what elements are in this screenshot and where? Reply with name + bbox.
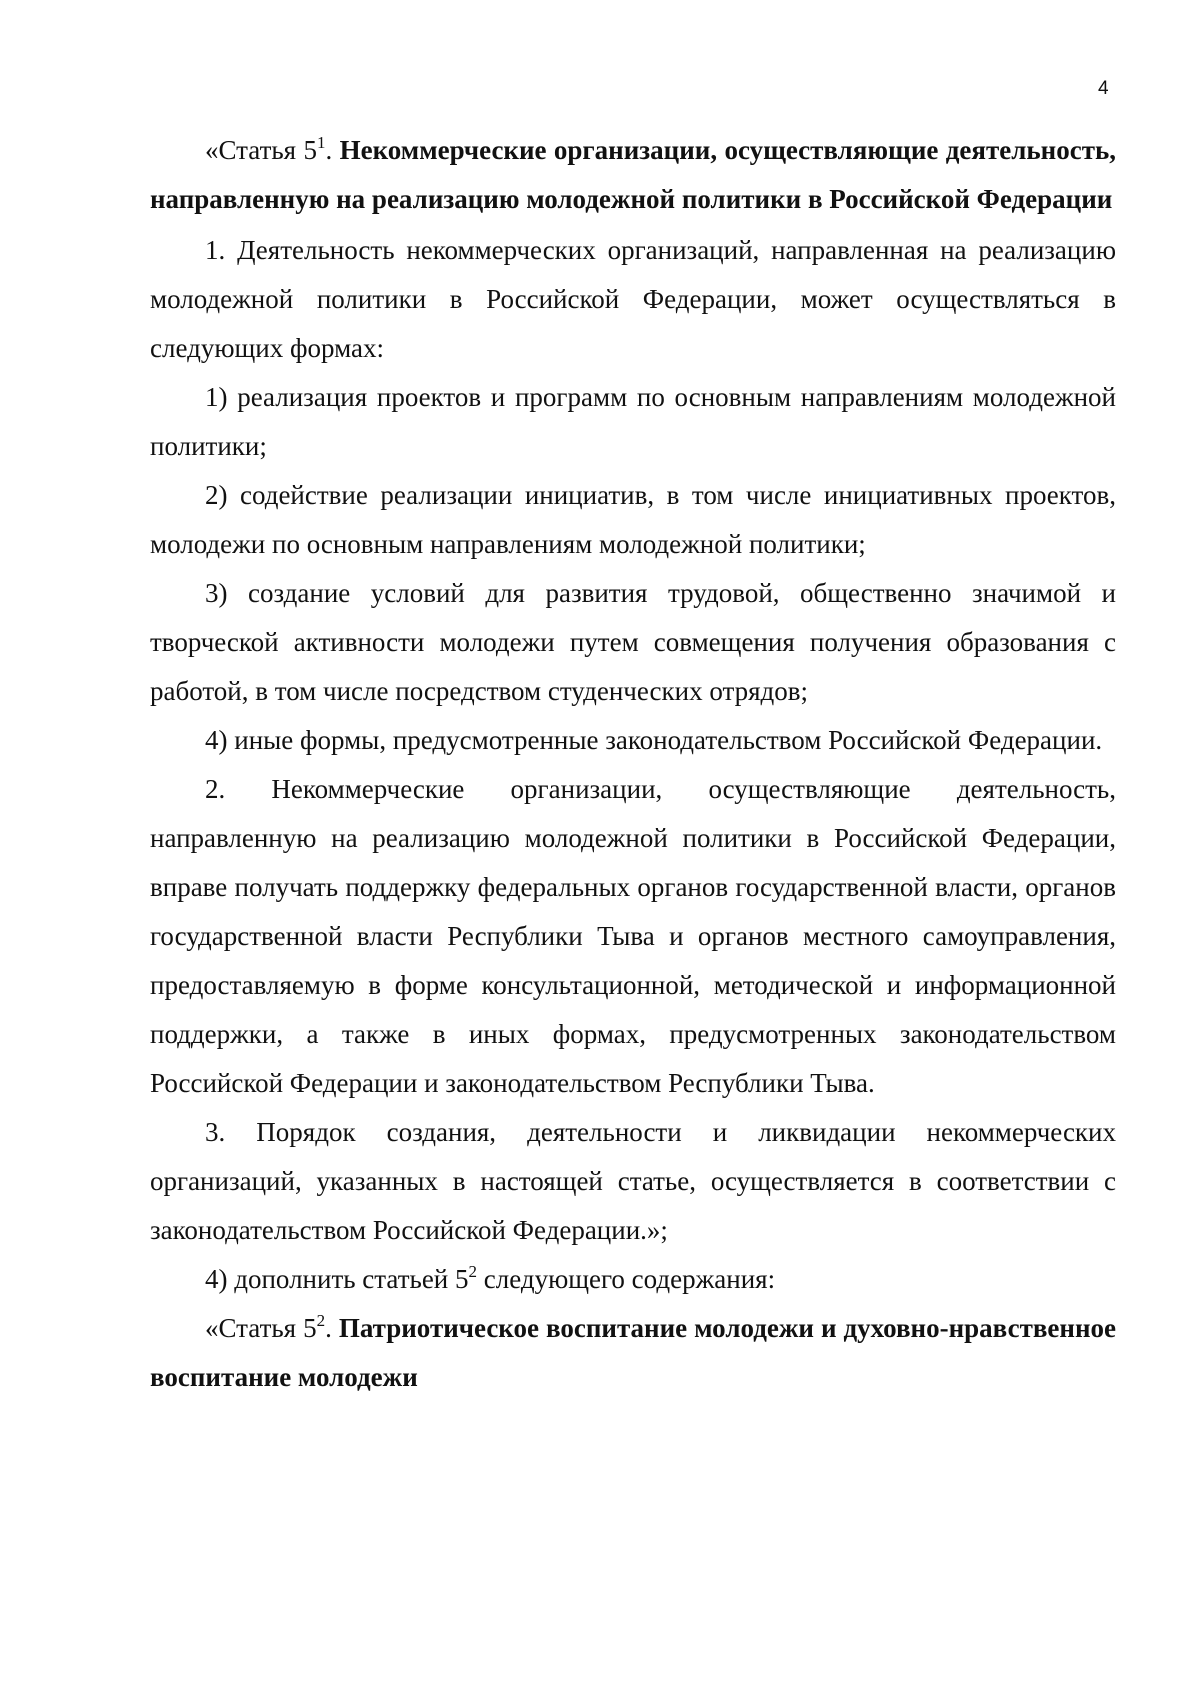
article-title: Патриотическое воспитание молодежи и духовно-нравственное воспитание молодежи: [150, 1313, 1116, 1392]
list-item-2: 2) содействие реализации инициатив, в том числе инициативных проектов, молодежи по основным направлениям молодежной политики;: [150, 480, 1116, 559]
paragraph-2: 2. Некоммерческие организации, осуществляющие деятельность, направленную на реализацию молодежной политики в Российской Федерации, вправе получать поддержку федеральных органов государственной власти, органов государственной власти Республики Тыва и органов местного самоуправления, предоставляемую в форме консультационной, методической и информационной поддержки, а также в иных формах, предусмотренных законодательством Российской Федерации и законодательством Республики Тыва.: [150, 774, 1116, 1098]
list-item-3: 3) создание условий для развития трудовой, общественно значимой и творческой активности молодежи путем совмещения получения образования с работой, в том числе посредством студенческих отрядов;: [150, 578, 1116, 706]
amendment-item-4: [150, 1255, 1116, 1304]
amendment-text-start: 4) дополнить статьей 5: [205, 1264, 469, 1294]
document-body: [150, 126, 1116, 1404]
article-label-dot: .: [325, 1313, 339, 1343]
article-label: «Статья 5: [205, 1313, 317, 1343]
paragraph-1: 1. Деятельность некоммерческих организаций, направленная на реализацию молодежной политики в Российской Федерации, может осуществляться в следующих формах:: [150, 235, 1116, 363]
article-label-dot: .: [325, 135, 340, 165]
article-5-1-heading: [150, 126, 1116, 224]
article-superscript: 2: [316, 1311, 326, 1330]
amendment-superscript: 2: [468, 1262, 478, 1281]
list-item-4: 4) иные формы, предусмотренные законодательством Российской Федерации.: [205, 725, 1103, 755]
article-superscript: 1: [316, 133, 326, 152]
article-5-2-heading: [150, 1304, 1116, 1402]
page-number: 4: [1098, 78, 1109, 99]
article-label: «Статья 5: [205, 135, 317, 165]
article-title: Некоммерческие организации, осуществляющие деятельность, направленную на реализацию молодежной политики в Российской Федерации: [150, 135, 1117, 214]
list-item-1: 1) реализация проектов и программ по основным направлениям молодежной политики;: [150, 382, 1116, 461]
paragraph-3: 3. Порядок создания, деятельности и ликвидации некоммерческих организаций, указанных в настоящей статье, осуществляется в соответствии с законодательством Российской Федерации.»;: [150, 1117, 1116, 1245]
amendment-text-end: следующего содержания:: [477, 1264, 776, 1294]
